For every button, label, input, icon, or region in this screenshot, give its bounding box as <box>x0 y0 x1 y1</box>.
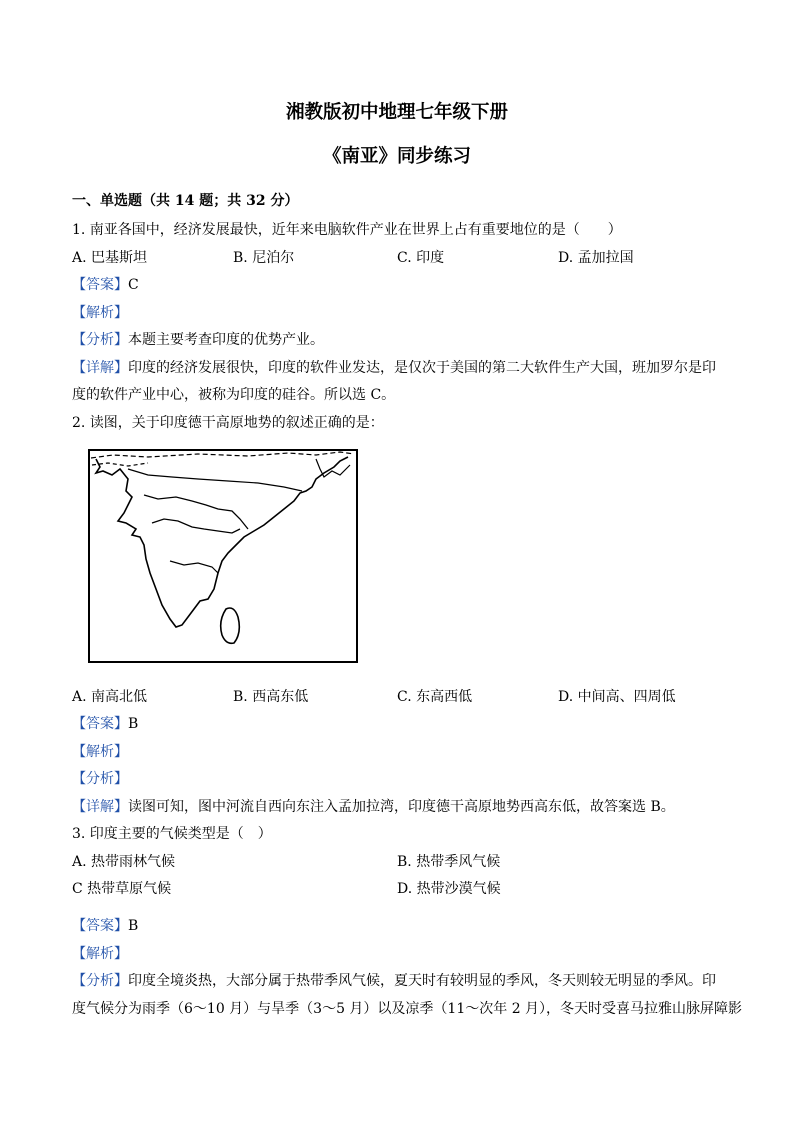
detail-tag: 【详解】 <box>72 360 128 376</box>
detail-text: 印度的经济发展很快，印度的软件业发达，是仅次于美国的第二大软件生产大国，班加罗尔是印 <box>128 360 716 376</box>
fenxi-text: 本题主要考查印度的优势产业。 <box>128 332 324 348</box>
q1-detail-line-2: 度的软件产业中心，被称为印度的硅谷。所以选 C。 <box>72 387 396 403</box>
q2-option-d: D. 中间高、四周低 <box>558 689 676 705</box>
q3-fenxi-line-2: 度气候分为雨季（6～10 月）与旱季（3～5 月）以及凉季（11～次年 2 月），冬天时受喜马拉雅山脉屏障影 <box>72 1001 743 1017</box>
q2-stem: 2. 读图，关于印度德干高原地势的叙述正确的是： <box>72 415 384 431</box>
fenxi-tag: 【分析】 <box>72 332 128 348</box>
q1-answer <box>72 274 139 294</box>
q1-fenxi <box>72 329 324 349</box>
q2-option-c: C. 东高西低 <box>397 689 473 705</box>
q3-option-c: C 热带草原气候 <box>72 881 172 897</box>
q3-option-d: D. 热带沙漠气候 <box>397 881 501 897</box>
answer-value: C <box>128 277 139 293</box>
q3-answer <box>72 915 138 935</box>
q3-analysis-tag: 【解析】 <box>72 946 128 962</box>
answer-tag: 【答案】 <box>72 716 128 732</box>
q1-stem: 1. 南亚各国中，经济发展最快，近年来电脑软件产业在世界上占有重要地位的是（ ） <box>72 222 622 238</box>
q1-detail-line-1 <box>72 357 716 377</box>
q1-analysis-tag: 【解析】 <box>72 305 128 321</box>
fenxi-text: 印度全境炎热，大部分属于热带季风气候，夏天时有较明显的季风，冬天则较无明显的季风。印 <box>128 973 716 989</box>
fenxi-tag: 【分析】 <box>72 973 128 989</box>
q1-option-b: B. 尼泊尔 <box>233 250 295 266</box>
answer-value: B <box>128 716 139 732</box>
q1-option-d: D. 孟加拉国 <box>558 250 634 266</box>
answer-tag: 【答案】 <box>72 277 128 293</box>
section-heading: 一、单选题（共 14 题；共 32 分） <box>72 193 299 209</box>
q1-option-c: C. 印度 <box>397 250 445 266</box>
q2-detail <box>72 796 675 816</box>
q1-option-a: A. 巴基斯坦 <box>72 250 148 266</box>
q3-option-a: A. 热带雨林气候 <box>72 854 176 870</box>
detail-text: 读图可知，图中河流自西向东注入孟加拉湾，印度德干高原地势西高东低，故答案选 B。 <box>128 799 675 815</box>
q2-fenxi-tag: 【分析】 <box>72 771 128 787</box>
q2-answer <box>72 713 138 733</box>
detail-tag: 【详解】 <box>72 799 128 815</box>
india-outline-map <box>88 449 358 663</box>
q3-option-b: B. 热带季风气候 <box>397 854 501 870</box>
q3-fenxi-line-1 <box>72 970 716 990</box>
document-title: 湘教版初中地理七年级下册 <box>285 102 508 123</box>
q3-stem: 3. 印度主要的气候类型是（ ） <box>72 826 272 842</box>
map-frame <box>89 450 357 662</box>
q2-analysis-tag: 【解析】 <box>72 744 128 760</box>
answer-value: B <box>128 918 139 934</box>
document-subtitle: 《南亚》同步练习 <box>322 146 471 167</box>
answer-tag: 【答案】 <box>72 918 128 934</box>
q2-option-b: B. 西高东低 <box>233 689 309 705</box>
q2-option-a: A. 南高北低 <box>72 689 148 705</box>
